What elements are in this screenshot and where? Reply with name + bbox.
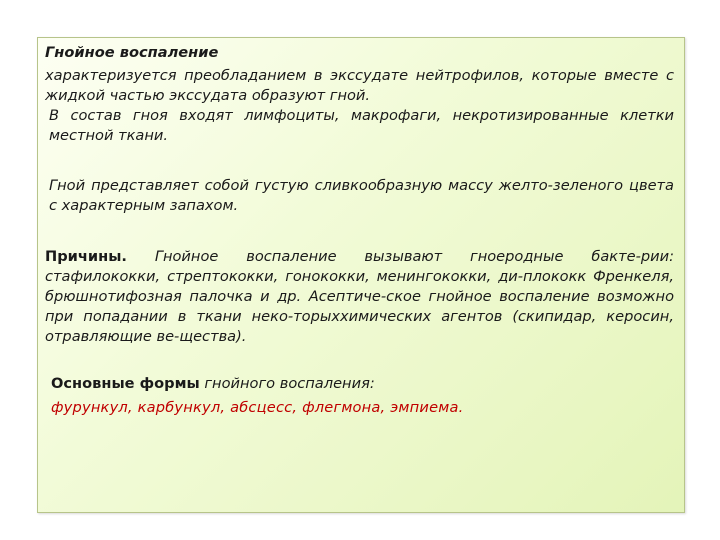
causes-text: Гнойное воспаление вызывают гноеродные бакте-рии: стафилококки, стрептококки, гонококки, менингококки, ди-плококк Френкеля, брюшнотифозная палочка и др. Асептиче-ское гнойное воспаление возможно при попадании в ткани неко-торыххимических агентов (скипидар, керосин, отравляющие ве-щества). — [45, 248, 674, 345]
forms-list: фурункул, карбункул, абсцесс, флегмона, эмпиема. — [51, 399, 464, 416]
slide-title: Гнойное воспаление — [45, 44, 219, 61]
content-panel — [37, 37, 685, 513]
causes-paragraph — [45, 247, 674, 347]
definition-paragraph: характеризуется преобладанием в экссудате нейтрофилов, которые вместе с жидкой частью экссудата образуют гной. — [45, 67, 674, 104]
forms-heading — [45, 374, 674, 394]
composition-paragraph: В состав гноя входят лимфоциты, макрофаги, некротизированные клетки местной ткани. — [49, 107, 674, 144]
forms-label: Основные формы — [51, 375, 200, 392]
causes-label: Причины. — [45, 248, 127, 265]
description-paragraph: Гной представляет собой густую сливкообразную массу желто-зеленого цвета с характерным запахом. — [49, 177, 674, 214]
forms-text: гнойного воспаления: — [199, 375, 375, 392]
